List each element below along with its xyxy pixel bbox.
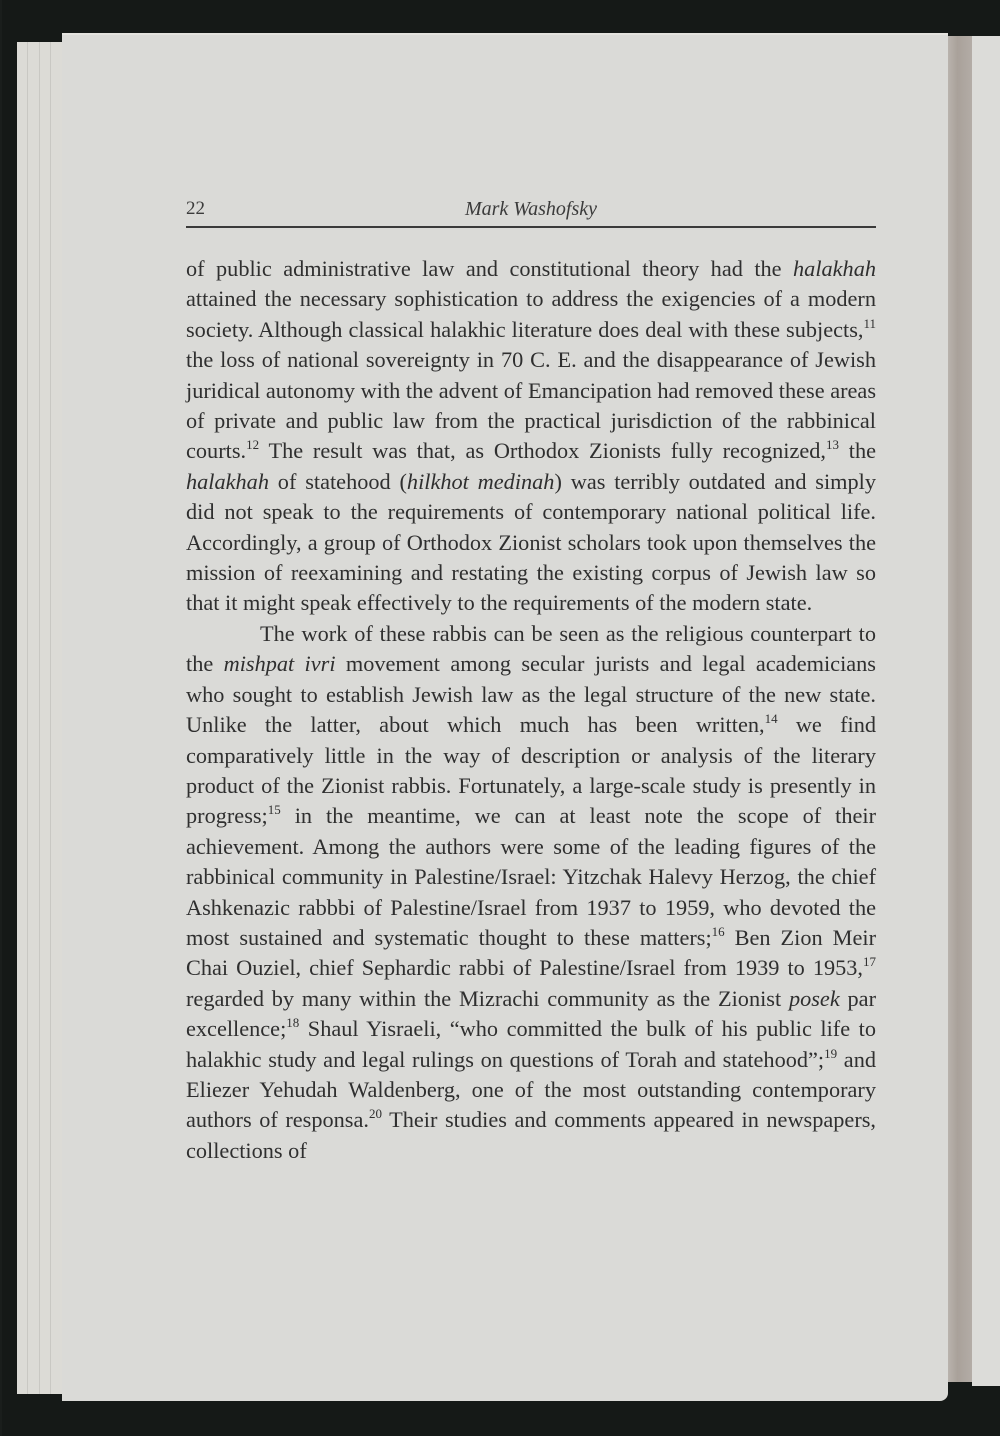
footnote-reference: 18 xyxy=(286,1015,300,1031)
footnote-reference: 14 xyxy=(764,711,778,727)
text-run: in the meantime, we can at least note the scope of their achievement. Among the authors were some of the leading figures of the rabbinical community in Palestine/Israel: Yitzchak Halevy Herzog, the chief Ashkenazic rabbbi of Palestine/Israel from 1937 to 1959, who devoted the most sustained and systematic thought to these matters; xyxy=(186,803,876,950)
italic-term: mishpat ivri xyxy=(223,651,336,677)
italic-term: hilkhot medinah xyxy=(406,468,555,494)
text-run: The work of these rabbis can be seen as the religious counterpart to the xyxy=(186,620,876,677)
text-run: par excellence; xyxy=(186,985,876,1042)
footnote-reference: 15 xyxy=(267,802,281,818)
paragraph xyxy=(186,254,876,619)
running-head-author: Mark Washofsky xyxy=(464,198,598,220)
text-run: Their studies and comments appeared in newspapers, collections of xyxy=(186,1107,876,1163)
page-number: 22 xyxy=(186,198,205,219)
italic-term: posek xyxy=(788,985,840,1011)
footnote-reference: 19 xyxy=(824,1045,838,1061)
text-run: regarded by many within the Mizrachi community as the Zionist xyxy=(186,985,789,1011)
text-run: attained the necessary sophistication to address the exigencies of a modern society. Although classical halakhic literature does deal with these subjects, xyxy=(186,286,876,342)
italic-term: halakhah xyxy=(793,256,876,281)
facing-page-edge xyxy=(972,36,1000,1386)
text-run: of statehood ( xyxy=(268,468,407,494)
text-run: Ben Zion Meir Chai Ouziel, chief Sephardic rabbi of Palestine/Israel from 1939 to 1953, xyxy=(186,924,876,981)
footnote-reference: 13 xyxy=(825,437,839,453)
text-run: The result was that, as Orthodox Zionists fully recognized, xyxy=(259,438,826,464)
running-head xyxy=(186,196,876,228)
footnote-reference: 11 xyxy=(863,315,876,331)
page-edge-line xyxy=(27,42,28,1394)
italic-term: halakhah xyxy=(186,468,269,494)
paragraph xyxy=(186,619,876,1166)
footnote-reference: 20 xyxy=(368,1106,382,1122)
text-run: and Eliezer Yehudah Waldenberg, one of the most outstanding contemporary authors of responsa. xyxy=(186,1046,876,1133)
footnote-reference: 12 xyxy=(246,437,260,453)
footnote-reference: 17 xyxy=(863,954,876,970)
text-run: the loss of national sovereignty in 70 C. E. and the disappearance of Jewish juridical autonomy with the advent of Emancipation had removed these areas of private and public law from the practical jurisdiction of the rabbinical courts. xyxy=(186,347,876,464)
text-run: we find comparatively little in the way of description or analysis of the literary product of the Zionist rabbis. Fortunately, a large-scale study is presently in progress; xyxy=(186,712,876,829)
page-edge-line xyxy=(39,42,40,1394)
footnote-reference: 16 xyxy=(711,923,725,939)
text-run: Shaul Yisraeli, “who committed the bulk of his public life to halakhic study and legal rulings on questions of Torah and statehood”; xyxy=(186,1016,876,1072)
text-run: the xyxy=(838,438,876,464)
text-run: ) was terribly outdated and simply did not speak to the requirements of contemporary national political life. Accordingly, a group of Orthodox Zionist scholars took upon themselves the mission of reexamining and restating the existing corpus of Jewish law so that it might speak effectively to the requirements of the modern state. xyxy=(186,468,876,616)
book-gutter xyxy=(948,36,972,1382)
text-run: of public administrative law and constitutional theory had the xyxy=(186,256,794,281)
page-edge-line xyxy=(50,42,51,1394)
body-text xyxy=(186,254,876,1166)
text-run: movement among secular jurists and legal academicians who sought to establish Jewish law as the legal structure of the new state. Unlike the latter, about which much has been written, xyxy=(186,651,876,738)
